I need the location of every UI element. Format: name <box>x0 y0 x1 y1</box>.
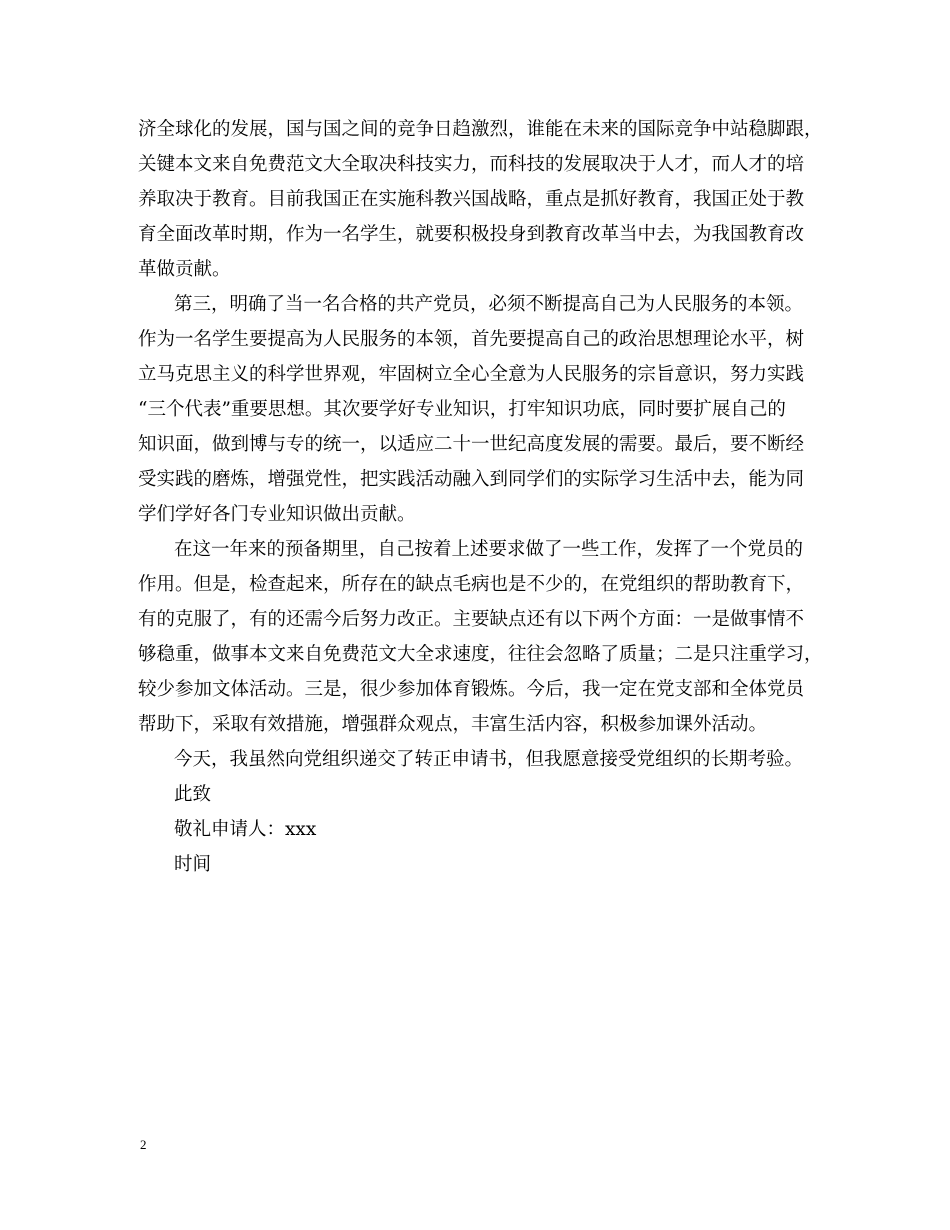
text-line: 学们学好各门专业知识做出贡献。 <box>138 504 416 525</box>
text-line: 作用。但是，检查起来，所存在的缺点毛病也是不少的，在党组织的帮助教育下， <box>138 574 805 595</box>
text-line: 有的克服了，有的还需今后努力改正。主要缺点还有以下两个方面：一是做事情不 <box>138 609 805 630</box>
text-line: 知识面，做到博与专的统一，以适应二十一世纪高度发展的需要。最后，要不断经 <box>138 434 805 455</box>
paragraph-first-line: 在这一年来的预备期里，自己按着上述要求做了一些工作，发挥了一个党员的 <box>174 539 804 560</box>
text-line: 济全球化的发展，国与国之间的竞争日趋激烈，谁能在未来的国际竞争中站稳脚跟， <box>138 119 823 140</box>
paragraph-first-line: 第三，明确了当一名合格的共产党员，必须不断提高自己为人民服务的本领。 <box>174 294 804 315</box>
text-line: 够稳重，做事本文来自免费范文大全求速度，往往会忽略了质量；二是只注重学习， <box>138 644 823 665</box>
page-number: 2 <box>140 1137 147 1152</box>
applicant-line: 敬礼申请人：xxx <box>174 819 317 840</box>
paragraph-first-line: 今天，我虽然向党组织递交了转正申请书，但我愿意接受党组织的长期考验。 <box>174 749 804 770</box>
text-line: 作为一名学生要提高为人民服务的本领，首先要提高自己的政治思想理论水平，树 <box>138 329 805 350</box>
text-line: 受实践的磨炼，增强党性，把实践活动融入到同学们的实际学习生活中去，能为同 <box>138 469 805 490</box>
closing-salutation: 此致 <box>174 784 212 805</box>
text-line: 育全面改革时期，作为一名学生，就要积极投身到教育改革当中去，为我国教育改 <box>138 224 805 245</box>
text-line: 革做贡献。 <box>138 259 231 280</box>
text-line: 较少参加文体活动。三是，很少参加体育锻炼。今后，我一定在党支部和全体党员 <box>138 679 805 700</box>
text-line: 帮助下，采取有效措施，增强群众观点，丰富生活内容，积极参加课外活动。 <box>138 714 768 735</box>
text-line: 立马克思主义的科学世界观，牢固树立全心全意为人民服务的宗旨意识，努力实践 <box>138 364 805 385</box>
text-line: 关键本文来自免费范文大全取决科技实力，而科技的发展取决于人才，而人才的培 <box>138 154 805 175</box>
date-line: 时间 <box>174 854 212 875</box>
text-line: 养取决于教育。目前我国正在实施科教兴国战略，重点是抓好教育，我国正处于教 <box>138 189 805 210</box>
text-line: “三个代表”重要思想。其次要学好专业知识，打牢知识功底，同时要扩展自己的 <box>138 399 786 420</box>
